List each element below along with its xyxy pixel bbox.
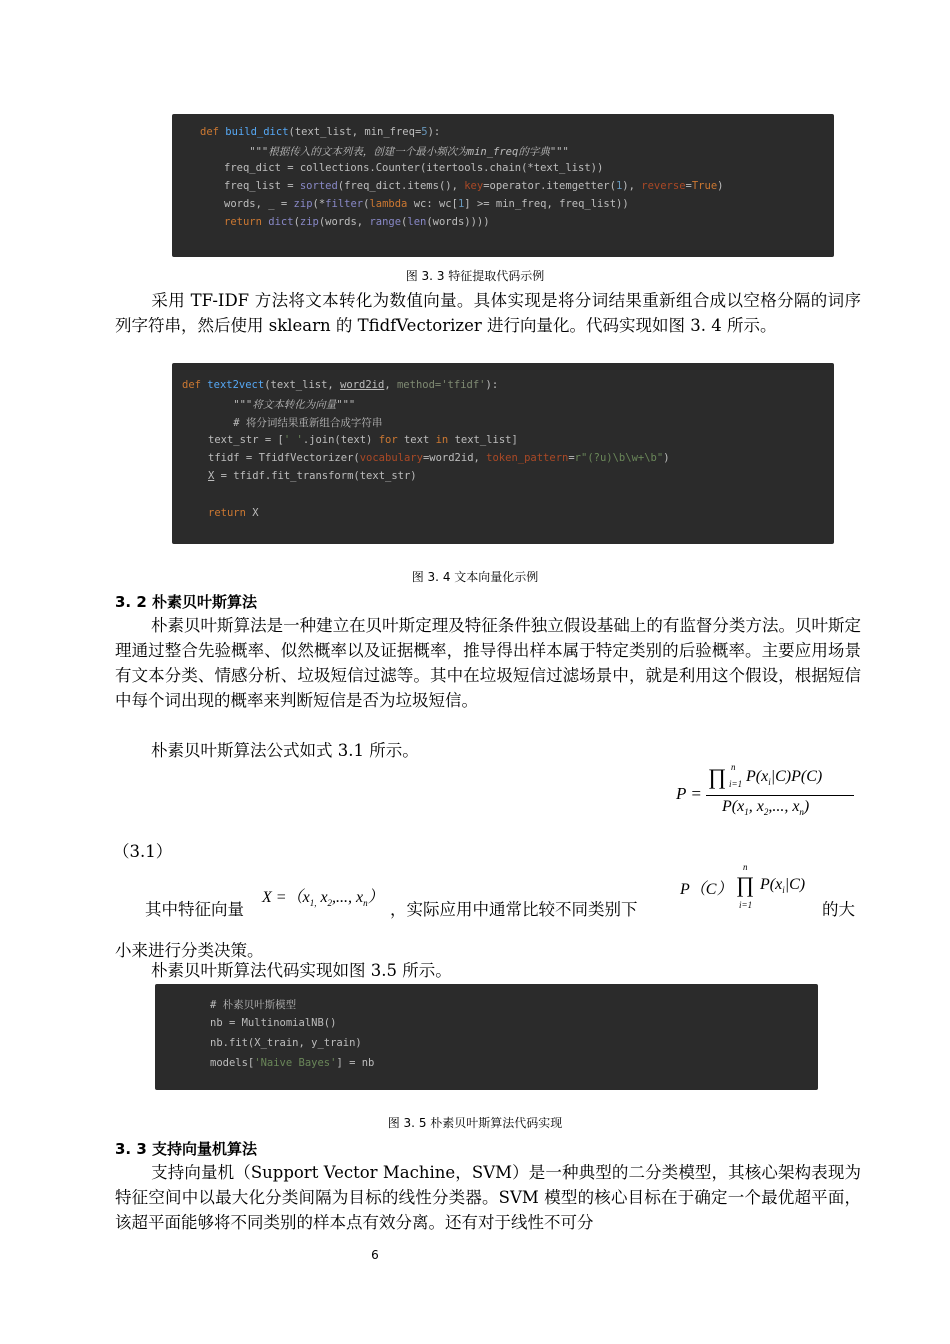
inline-math-feature-vector: $X =(x_{1,}$ $x_2$,..., $x_n$）	[262, 889, 384, 909]
code-line: tfidf = TfidfVectorizer(vocabulary=word2id, token_pattern=r"(?u)\b\w+\b")	[208, 452, 670, 464]
code-line: X = tfidf.fit_transform(text_str)	[208, 470, 417, 482]
paragraph-text-c: 的大	[822, 900, 855, 919]
code-line: def text2vect(text_list, word2id, method='tfidf'):	[182, 379, 499, 391]
paragraph: 朴素贝叶斯算法公式如式 3.1 所示。	[151, 741, 419, 760]
code-line: def build_dict(text_list, min_freq=5):	[200, 126, 441, 138]
paragraph: 朴素贝叶斯算法代码实现如图 3.5 所示。	[151, 961, 452, 980]
code-line: """将文本转化为向量"""	[208, 399, 356, 411]
figure-caption: 图 3. 5 朴素贝叶斯算法代码实现	[387, 1116, 563, 1130]
code-line: nb.fit(X_train, y_train)	[210, 1037, 362, 1049]
class-prior: P（C）	[680, 881, 733, 898]
section-heading: 3. 2 朴素贝叶斯算法	[115, 593, 258, 611]
code-block-fig-3-4	[172, 363, 834, 544]
fraction-bar	[706, 795, 854, 796]
paragraph-text-d: 小来进行分类决策。	[115, 941, 264, 960]
page-number: 6	[371, 1248, 379, 1262]
product-symbol: ∏	[736, 872, 755, 897]
code-block-fig-3-5	[155, 984, 818, 1090]
class-likelihood: $P(x_i|C)$	[760, 876, 806, 896]
code-line: return X	[208, 507, 259, 519]
figure-caption: 图 3. 3 特征提取代码示例	[405, 269, 545, 283]
code-line: nb = MultinomialNB()	[210, 1017, 337, 1029]
equation-number: （3.1）	[113, 842, 173, 861]
paragraph-text-a: 其中特征向量	[145, 900, 244, 919]
code-line: freq_dict = collections.Counter(itertools.chain(*text_list))	[224, 162, 604, 174]
paragraph: 支持向量机（Support Vector Machine，SVM）是一种典型的二分类模型，其核心架构表现为特征空间中以最大化分类间隔为目标的线性分类器。SVM 模型的核心目标在于确定一个最优超平面，该超平面能够将不同类别的样本点有效分离。还有对于线性不可分	[115, 1163, 861, 1232]
equation-lhs: P =	[676, 784, 702, 803]
paragraph: 朴素贝叶斯算法是一种建立在贝叶斯定理及特征条件独立假设基础上的有监督分类方法。贝叶斯定理通过整合先验概率、似然概率以及证据概率，推导得出样本属于特定类别的后验概率。主要应用场景有文本分类、情感分析、垃圾短信过滤等。其中在垃圾短信过滤场景中，就是利用这个假设，根据短信中每个词出现的概率来判断短信是否为垃圾短信。	[115, 616, 861, 710]
section-heading: 3. 3 支持向量机算法	[115, 1140, 258, 1158]
paragraph: 采用 TF-IDF 方法将文本转化为数值向量。具体实现是将分词结果重新组合成以空格分隔的词序列字符串，然后使用 sklearn 的 TfidfVectorizer 进行向量化。代码实现如图 3. 4 所示。	[115, 291, 861, 335]
code-line: models['Naive Bayes'] = nb	[210, 1057, 375, 1069]
product-symbol: ∏	[708, 764, 727, 789]
code-line: return dict(zip(words, range(len(words))))	[224, 216, 490, 228]
code-line: # 将分词结果重新组合成字符串	[208, 417, 383, 429]
equation-3-1	[676, 764, 856, 828]
code-block-fig-3-3	[172, 114, 834, 257]
product-upper-limit: n	[731, 762, 736, 772]
code-line: # 朴素贝叶斯模型	[210, 999, 297, 1011]
product-lower-limit: i=1	[739, 900, 753, 910]
equation-numerator: $P(x_i|C)P(C)$	[746, 768, 823, 788]
inline-math-class-score	[680, 864, 820, 914]
product-lower-limit: i=1	[729, 779, 743, 789]
code-line: """根据传入的文本列表，创建一个最小频次为min_freq的字典"""	[224, 146, 569, 158]
figure-caption: 图 3. 4 文本向量化示例	[411, 570, 539, 584]
paragraph-text-b: ，实际应用中通常比较不同类别下	[390, 900, 638, 919]
equation-denominator: $P(x_1$, $x_2$,..., $x_n$)	[722, 798, 810, 818]
code-line: freq_list = sorted(freq_dict.items(), key=operator.itemgetter(1), reverse=True)	[224, 180, 724, 192]
product-upper-limit: n	[743, 862, 748, 872]
code-line: words, _ = zip(*filter(lambda wc: wc[1] >= min_freq, freq_list))	[224, 198, 629, 210]
code-line: text_str = [' '.join(text) for text in text_list]	[208, 434, 518, 446]
